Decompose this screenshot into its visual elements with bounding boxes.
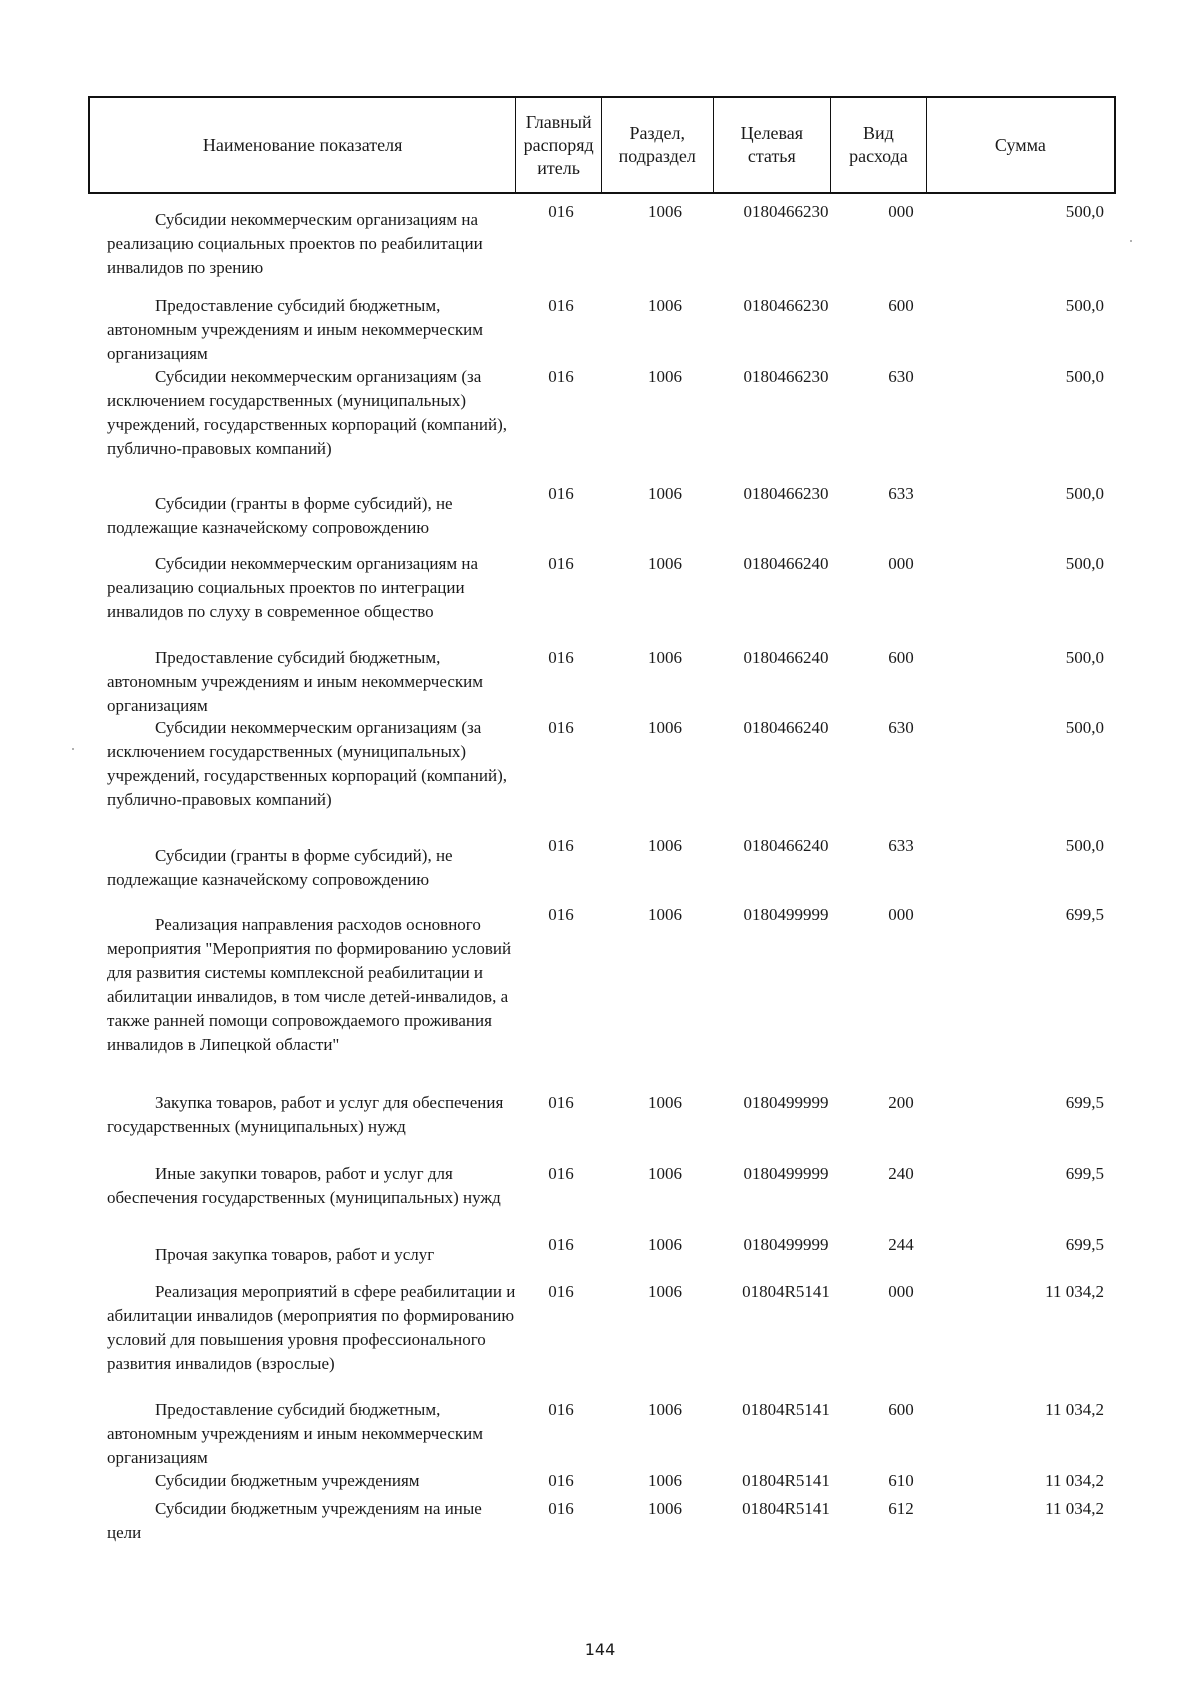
header-name: Наименование показателя xyxy=(90,98,516,192)
row-grbs: 016 xyxy=(548,718,574,737)
row-sum: 11 034,2 xyxy=(1045,1471,1104,1490)
row-sum: 500,0 xyxy=(1065,648,1104,667)
row-grbs: 016 xyxy=(548,1093,574,1112)
page-number: 144 xyxy=(584,1640,616,1659)
row-expense-type: 630 xyxy=(888,367,914,386)
row-target-article: 0180466230 xyxy=(743,484,829,503)
row-razdel: 1006 xyxy=(648,1499,682,1518)
row-expense-type: 000 xyxy=(888,905,914,924)
row-razdel: 1006 xyxy=(648,367,682,386)
row-name: Предоставление субсидий бюджетным, автономным учреждениям и иным некоммерческим организациям xyxy=(107,1400,483,1467)
row-sum: 699,5 xyxy=(1065,1164,1104,1183)
row-target-article: 0180466240 xyxy=(743,648,829,667)
header-target-article: Целевая статья xyxy=(714,98,832,192)
header-sum: Сумма xyxy=(994,134,1046,155)
row-sum: 500,0 xyxy=(1065,202,1104,221)
row-name: Реализация направления расходов основного мероприятия "Мероприятия по формированию условий для развития системы комплексной реабилитации и абилитации инвалидов, в том числе детей-инвалидов, а также ранней помощи сопровождаемого проживания инвалидов в Липецкой области" xyxy=(107,915,512,1054)
row-razdel: 1006 xyxy=(648,648,682,667)
row-name: Прочая закупка товаров, работ и услуг xyxy=(155,1245,435,1264)
row-expense-type: 240 xyxy=(888,1164,914,1183)
scan-speck xyxy=(1130,240,1132,242)
row-name: Субсидии некоммерческим организациям на реализацию социальных проектов по реабилитации инвалидов по зрению xyxy=(107,210,483,277)
row-razdel: 1006 xyxy=(648,1235,682,1254)
row-razdel: 1006 xyxy=(648,836,682,855)
row-target-article: 0180499999 xyxy=(743,1093,829,1112)
row-name: Закупка товаров, работ и услуг для обеспечения государственных (муниципальных) нужд xyxy=(107,1093,504,1136)
row-grbs: 016 xyxy=(548,484,574,503)
row-sum: 699,5 xyxy=(1065,1093,1104,1112)
row-sum: 500,0 xyxy=(1065,554,1104,573)
row-sum: 699,5 xyxy=(1065,1235,1104,1254)
row-sum: 11 034,2 xyxy=(1045,1282,1104,1301)
row-name: Субсидии бюджетным учреждениям xyxy=(155,1471,420,1490)
row-target-article: 0180466230 xyxy=(743,202,829,221)
row-expense-type: 244 xyxy=(888,1235,914,1254)
row-sum: 500,0 xyxy=(1065,367,1104,386)
row-grbs: 016 xyxy=(548,1282,574,1301)
row-target-article: 01804R5141 xyxy=(742,1471,830,1490)
row-grbs: 016 xyxy=(548,1235,574,1254)
row-razdel: 1006 xyxy=(648,1093,682,1112)
row-grbs: 016 xyxy=(548,202,574,221)
header-expense-type: Вид расхода xyxy=(831,98,927,192)
row-expense-type: 600 xyxy=(888,296,914,315)
row-grbs: 016 xyxy=(548,905,574,924)
row-razdel: 1006 xyxy=(648,554,682,573)
row-name: Субсидии некоммерческим организациям (за исключением государственных (муниципальных) учреждений, государственных корпораций (компаний), публично-правовых компаний) xyxy=(107,367,507,458)
row-razdel: 1006 xyxy=(648,1471,682,1490)
row-target-article: 0180466230 xyxy=(743,367,829,386)
row-sum: 500,0 xyxy=(1065,836,1104,855)
row-razdel: 1006 xyxy=(648,1400,682,1419)
row-expense-type: 600 xyxy=(888,648,914,667)
row-razdel: 1006 xyxy=(648,1164,682,1183)
row-target-article: 0180466230 xyxy=(743,296,829,315)
row-razdel: 1006 xyxy=(648,1282,682,1301)
row-grbs: 016 xyxy=(548,367,574,386)
row-grbs: 016 xyxy=(548,1499,574,1518)
row-target-article: 0180499999 xyxy=(743,905,829,924)
row-grbs: 016 xyxy=(548,1400,574,1419)
row-name: Субсидии (гранты в форме субсидий), не подлежащие казначейскому сопровождению xyxy=(107,494,453,537)
row-razdel: 1006 xyxy=(648,296,682,315)
row-expense-type: 612 xyxy=(888,1499,914,1518)
row-name: Субсидии (гранты в форме субсидий), не подлежащие казначейскому сопровождению xyxy=(107,846,453,889)
row-sum: 500,0 xyxy=(1065,718,1104,737)
row-expense-type: 200 xyxy=(888,1093,914,1112)
row-grbs: 016 xyxy=(548,1471,574,1490)
row-razdel: 1006 xyxy=(648,202,682,221)
row-sum: 500,0 xyxy=(1065,296,1104,315)
row-grbs: 016 xyxy=(548,554,574,573)
row-grbs: 016 xyxy=(548,1164,574,1183)
row-sum: 500,0 xyxy=(1065,484,1104,503)
scan-speck xyxy=(72,748,74,750)
row-expense-type: 633 xyxy=(888,836,914,855)
row-sum: 11 034,2 xyxy=(1045,1400,1104,1419)
row-expense-type: 633 xyxy=(888,484,914,503)
row-name: Иные закупки товаров, работ и услуг для обеспечения государственных (муниципальных) нужд xyxy=(107,1164,501,1207)
row-razdel: 1006 xyxy=(648,718,682,737)
row-target-article: 0180499999 xyxy=(743,1235,829,1254)
row-expense-type: 600 xyxy=(888,1400,914,1419)
row-target-article: 01804R5141 xyxy=(742,1400,830,1419)
row-grbs: 016 xyxy=(548,648,574,667)
row-grbs: 016 xyxy=(548,836,574,855)
row-target-article: 01804R5141 xyxy=(742,1282,830,1301)
row-razdel: 1006 xyxy=(648,905,682,924)
row-expense-type: 610 xyxy=(888,1471,914,1490)
row-expense-type: 000 xyxy=(888,554,914,573)
row-name: Предоставление субсидий бюджетным, автономным учреждениям и иным некоммерческим организациям xyxy=(107,296,483,363)
row-name: Субсидии бюджетным учреждениям на иные цели xyxy=(107,1499,482,1542)
row-name: Предоставление субсидий бюджетным, автономным учреждениям и иным некоммерческим организациям xyxy=(107,648,483,715)
row-expense-type: 630 xyxy=(888,718,914,737)
row-sum: 699,5 xyxy=(1065,905,1104,924)
row-name: Субсидии некоммерческим организациям (за исключением государственных (муниципальных) учреждений, государственных корпораций (компаний), публично-правовых компаний) xyxy=(107,718,507,809)
header-razdel: Раздел, подраздел xyxy=(602,98,714,192)
row-target-article: 0180499999 xyxy=(743,1164,829,1183)
header-grbs: Главный распоряд итель xyxy=(516,98,602,192)
row-grbs: 016 xyxy=(548,296,574,315)
row-sum: 11 034,2 xyxy=(1045,1499,1104,1518)
row-name: Субсидии некоммерческим организациям на реализацию социальных проектов по интеграции инвалидов по слуху в современное общество xyxy=(107,554,478,621)
row-target-article: 0180466240 xyxy=(743,718,829,737)
row-name: Реализация мероприятий в сфере реабилитации и абилитации инвалидов (мероприятия по формированию условий для повышения уровня профессионального развития инвалидов (взрослые) xyxy=(107,1282,516,1373)
row-target-article: 01804R5141 xyxy=(742,1499,830,1518)
row-target-article: 0180466240 xyxy=(743,554,829,573)
row-expense-type: 000 xyxy=(888,202,914,221)
row-razdel: 1006 xyxy=(648,484,682,503)
row-target-article: 0180466240 xyxy=(743,836,829,855)
row-expense-type: 000 xyxy=(888,1282,914,1301)
